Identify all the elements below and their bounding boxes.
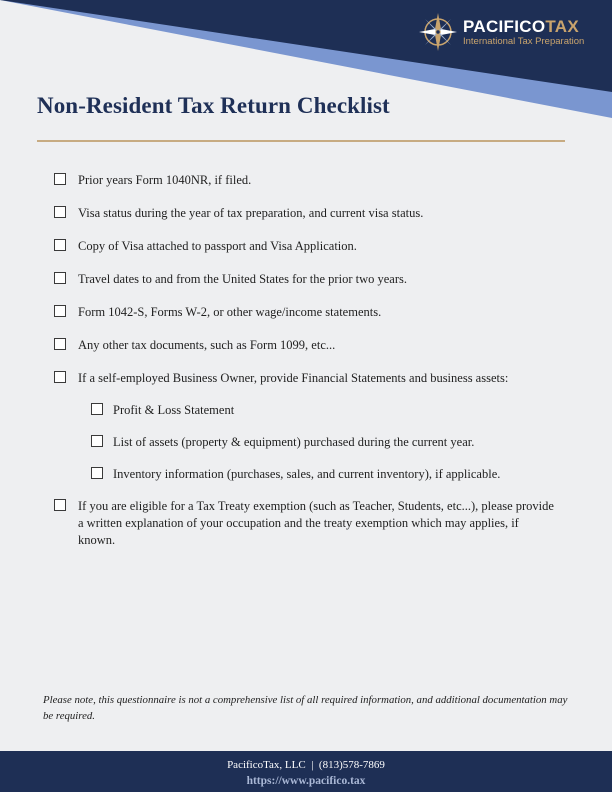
checklist — [54, 172, 554, 565]
checklist-item-visa-copy[interactable] — [54, 238, 554, 255]
brand-name-main: PACIFICO — [463, 16, 546, 36]
checklist-item-income-forms[interactable] — [54, 304, 554, 321]
checkbox[interactable] — [54, 206, 66, 218]
checklist-item-label: Visa status during the year of tax preparation, and current visa status. — [78, 206, 424, 220]
checklist-item-label: If a self-employed Business Owner, provide Financial Statements and business assets: — [78, 371, 509, 385]
title-divider — [37, 140, 565, 142]
checklist-item-label: List of assets (property & equipment) purchased during the current year. — [113, 435, 475, 449]
brand-tagline: International Tax Preparation — [463, 35, 585, 47]
checkbox[interactable] — [54, 239, 66, 251]
checkbox[interactable] — [54, 173, 66, 185]
checkbox[interactable] — [54, 305, 66, 317]
checkbox[interactable] — [91, 467, 103, 479]
checklist-item-label: If you are eligible for a Tax Treaty exemption (such as Teacher, Students, etc...), please provide a written explanation of your occupation and the treaty exemption which may applies, if known. — [78, 499, 554, 547]
checklist-item-tax-treaty[interactable] — [54, 498, 554, 549]
checkbox[interactable] — [54, 338, 66, 350]
disclaimer-note: Please note, this questionnaire is not a comprehensive list of all required information, and additional documentation may be required. — [43, 694, 568, 722]
checklist-item-business-owner[interactable] — [54, 370, 554, 387]
checklist-item-label: Travel dates to and from the United States for the prior two years. — [78, 272, 407, 286]
footer-contact — [0, 759, 612, 771]
footer-company: PacificoTax, LLC — [227, 759, 306, 771]
checklist-item-label: Form 1042-S, Forms W-2, or other wage/income statements. — [78, 305, 382, 319]
checkbox[interactable] — [54, 371, 66, 383]
footer-phone: (813)578-7869 — [318, 759, 385, 771]
checkbox[interactable] — [91, 435, 103, 447]
checklist-item-prior-returns[interactable] — [54, 172, 554, 189]
footer-separator: | — [311, 759, 314, 771]
checklist-item-label: Any other tax documents, such as Form 1099, etc... — [78, 338, 336, 352]
checklist-item-label: Profit & Loss Statement — [113, 403, 235, 417]
checklist-subitem-assets[interactable] — [91, 434, 554, 451]
checklist-subitem-inventory[interactable] — [91, 466, 554, 483]
footer — [0, 751, 612, 792]
checklist-item-travel-dates[interactable] — [54, 271, 554, 288]
page-title: Non-Resident Tax Return Checklist — [37, 93, 390, 118]
checklist-item-label: Prior years Form 1040NR, if filed. — [78, 173, 252, 187]
brand-name-accent: TAX — [545, 16, 580, 36]
company-logo — [418, 12, 584, 52]
compass-rose-icon — [418, 12, 458, 52]
checkbox[interactable] — [91, 403, 103, 415]
checklist-subitem-profit-loss[interactable] — [91, 402, 554, 419]
checklist-item-visa-status[interactable] — [54, 205, 554, 222]
checkbox[interactable] — [54, 272, 66, 284]
checklist-item-other-documents[interactable] — [54, 337, 554, 354]
checklist-item-label: Copy of Visa attached to passport and Visa Application. — [78, 239, 357, 253]
checkbox[interactable] — [54, 499, 66, 511]
brand-name — [463, 18, 584, 35]
footer-website-link[interactable]: https://www.pacifico.tax — [246, 775, 366, 787]
checklist-item-label: Inventory information (purchases, sales, and current inventory), if applicable. — [113, 467, 501, 481]
